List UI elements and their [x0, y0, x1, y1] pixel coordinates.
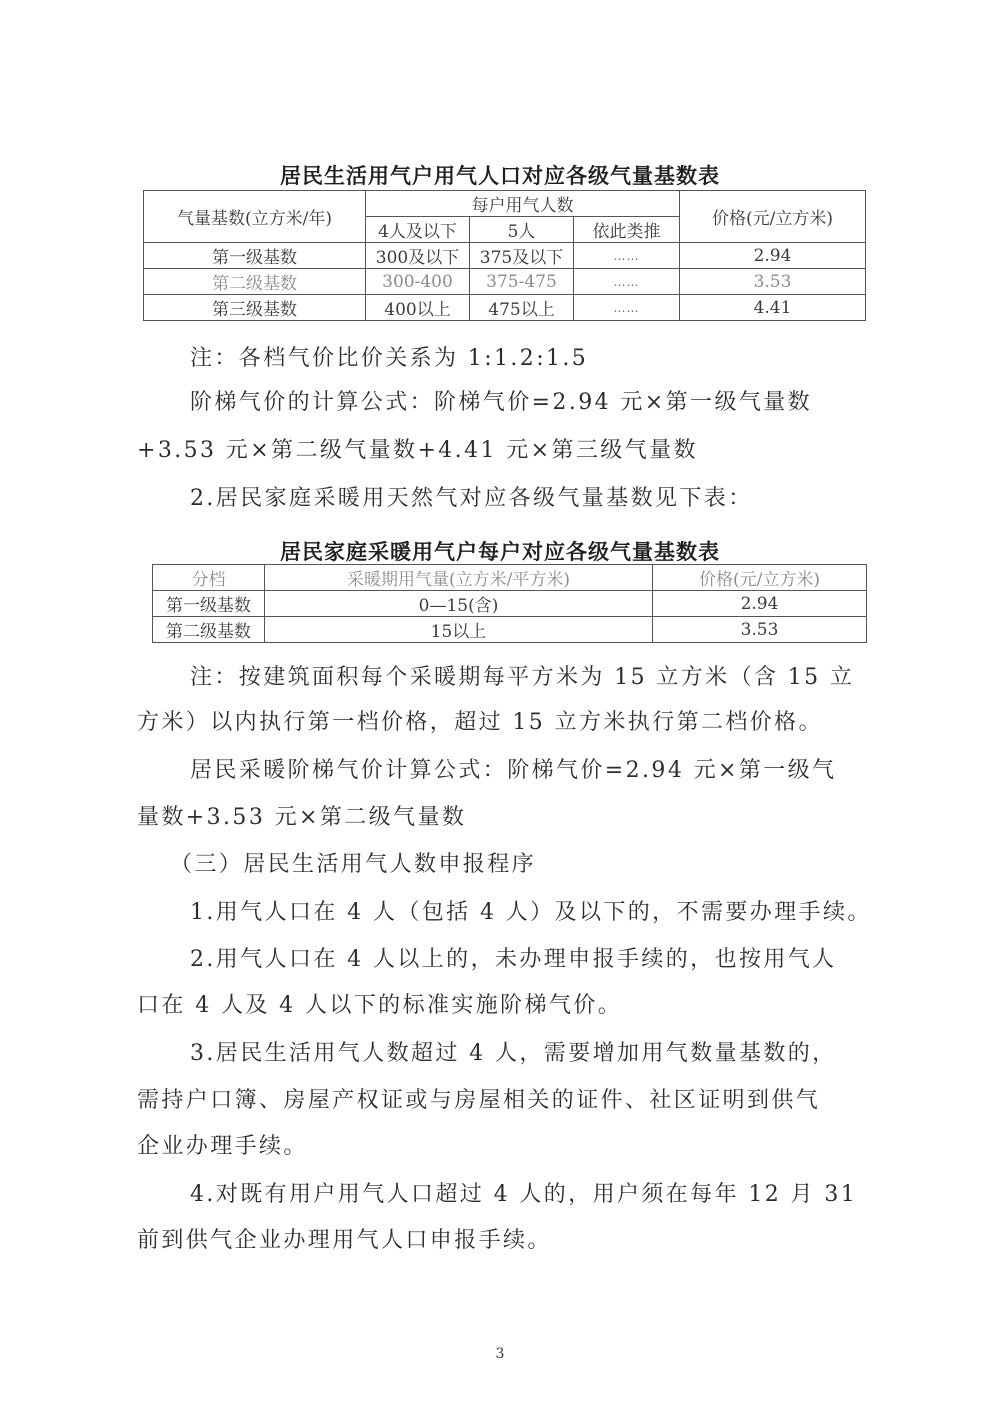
table1-title: 居民生活用气户用气人口对应各级气量基数表 — [280, 164, 720, 188]
table1-cell-4: 300-400 — [366, 269, 470, 295]
table1-header-price: 价格(元/立方米) — [680, 191, 866, 243]
table1-cell-more: …… — [574, 269, 680, 295]
table2-heating-gas-base — [152, 564, 867, 643]
table1-header-5-persons: 5人 — [470, 217, 574, 243]
table1-price: 4.41 — [680, 295, 866, 321]
table1-header-base: 气量基数(立方米/年) — [144, 191, 366, 243]
table2-level: 第一级基数 — [153, 591, 265, 617]
procedure-item1: 1.用气人口在 4 人（包括 4 人）及以下的，不需要办理手续。 — [190, 900, 872, 925]
table1-cell-5: 375及以下 — [470, 243, 574, 269]
table2-header-price: 价格(元/立方米) — [653, 565, 867, 591]
formula1-line2: +3.53 元×第二级气量数+4.41 元×第三级气量数 — [137, 438, 698, 463]
table1-cell-4: 300及以下 — [366, 243, 470, 269]
table1-price: 2.94 — [680, 243, 866, 269]
table2-volume: 15以上 — [265, 617, 653, 643]
table1-level: 第三级基数 — [144, 295, 366, 321]
procedure-item2-line1: 2.用气人口在 4 人以上的，未办理申报手续的，也按用气人 — [190, 947, 837, 972]
table1-cell-4: 400以上 — [366, 295, 470, 321]
table2-price: 3.53 — [653, 617, 867, 643]
formula2-line1: 居民采暖阶梯气价计算公式：阶梯气价=2.94 元×第一级气 — [190, 758, 837, 783]
table1-cell-5: 475以上 — [470, 295, 574, 321]
item2-heating-intro: 2.居民家庭采暖用天然气对应各级气量基数见下表： — [190, 486, 753, 511]
table1-header-4-persons: 4人及以下 — [366, 217, 470, 243]
table1-level: 第二级基数 — [144, 269, 366, 295]
table2-volume: 0—15(含) — [265, 591, 653, 617]
procedure-item3-line3: 企业办理手续。 — [137, 1134, 308, 1159]
note-price-ratio: 注：各档气价比价关系为 1:1.2:1.5 — [190, 346, 589, 371]
table2-row — [153, 591, 867, 617]
table1-cell-5: 375-475 — [470, 269, 574, 295]
table1-cell-more: …… — [574, 243, 680, 269]
table1-row — [144, 269, 866, 295]
procedure-item2-line2: 口在 4 人及 4 人以下的标准实施阶梯气价。 — [137, 993, 623, 1018]
table1-price: 3.53 — [680, 269, 866, 295]
procedure-item4-line2: 前到供气企业办理用气人口申报手续。 — [137, 1228, 552, 1253]
table2-row — [153, 617, 867, 643]
table1-header-more: 依此类推 — [574, 217, 680, 243]
table2-header-level: 分档 — [153, 565, 265, 591]
table1-cell-more: …… — [574, 295, 680, 321]
table1-gas-base-by-persons — [143, 190, 866, 321]
formula2-line2: 量数+3.53 元×第二级气量数 — [137, 805, 467, 830]
note2-line2: 方米）以内执行第一档价格，超过 15 立方米执行第二档价格。 — [137, 710, 823, 735]
table1-row — [144, 295, 866, 321]
table2-price: 2.94 — [653, 591, 867, 617]
table2-level: 第二级基数 — [153, 617, 265, 643]
formula1-line1: 阶梯气价的计算公式：阶梯气价=2.94 元×第一级气量数 — [190, 390, 813, 415]
procedure-item3-line2: 需持户口簿、房屋产权证或与房屋相关的证件、社区证明到供气 — [137, 1088, 821, 1113]
procedure-item4-line1: 4.对既有用户用气人口超过 4 人的，用户须在每年 12 月 31 — [190, 1182, 858, 1207]
table1-level: 第一级基数 — [144, 243, 366, 269]
note2-line1: 注：按建筑面积每个采暖期每平方米为 15 立方米（含 15 立 — [190, 665, 855, 690]
table1-row — [144, 243, 866, 269]
page-number: 3 — [495, 1346, 505, 1362]
table2-header-volume: 采暖期用气量(立方米/平方米) — [265, 565, 653, 591]
table2-title: 居民家庭采暖用气户每户对应各级气量基数表 — [280, 540, 720, 564]
procedure-item3-line1: 3.居民生活用气人数超过 4 人，需要增加用气数量基数的， — [190, 1041, 837, 1066]
section3-heading: （三）居民生活用气人数申报程序 — [170, 852, 537, 877]
table1-header-persons: 每户用气人数 — [366, 191, 680, 217]
